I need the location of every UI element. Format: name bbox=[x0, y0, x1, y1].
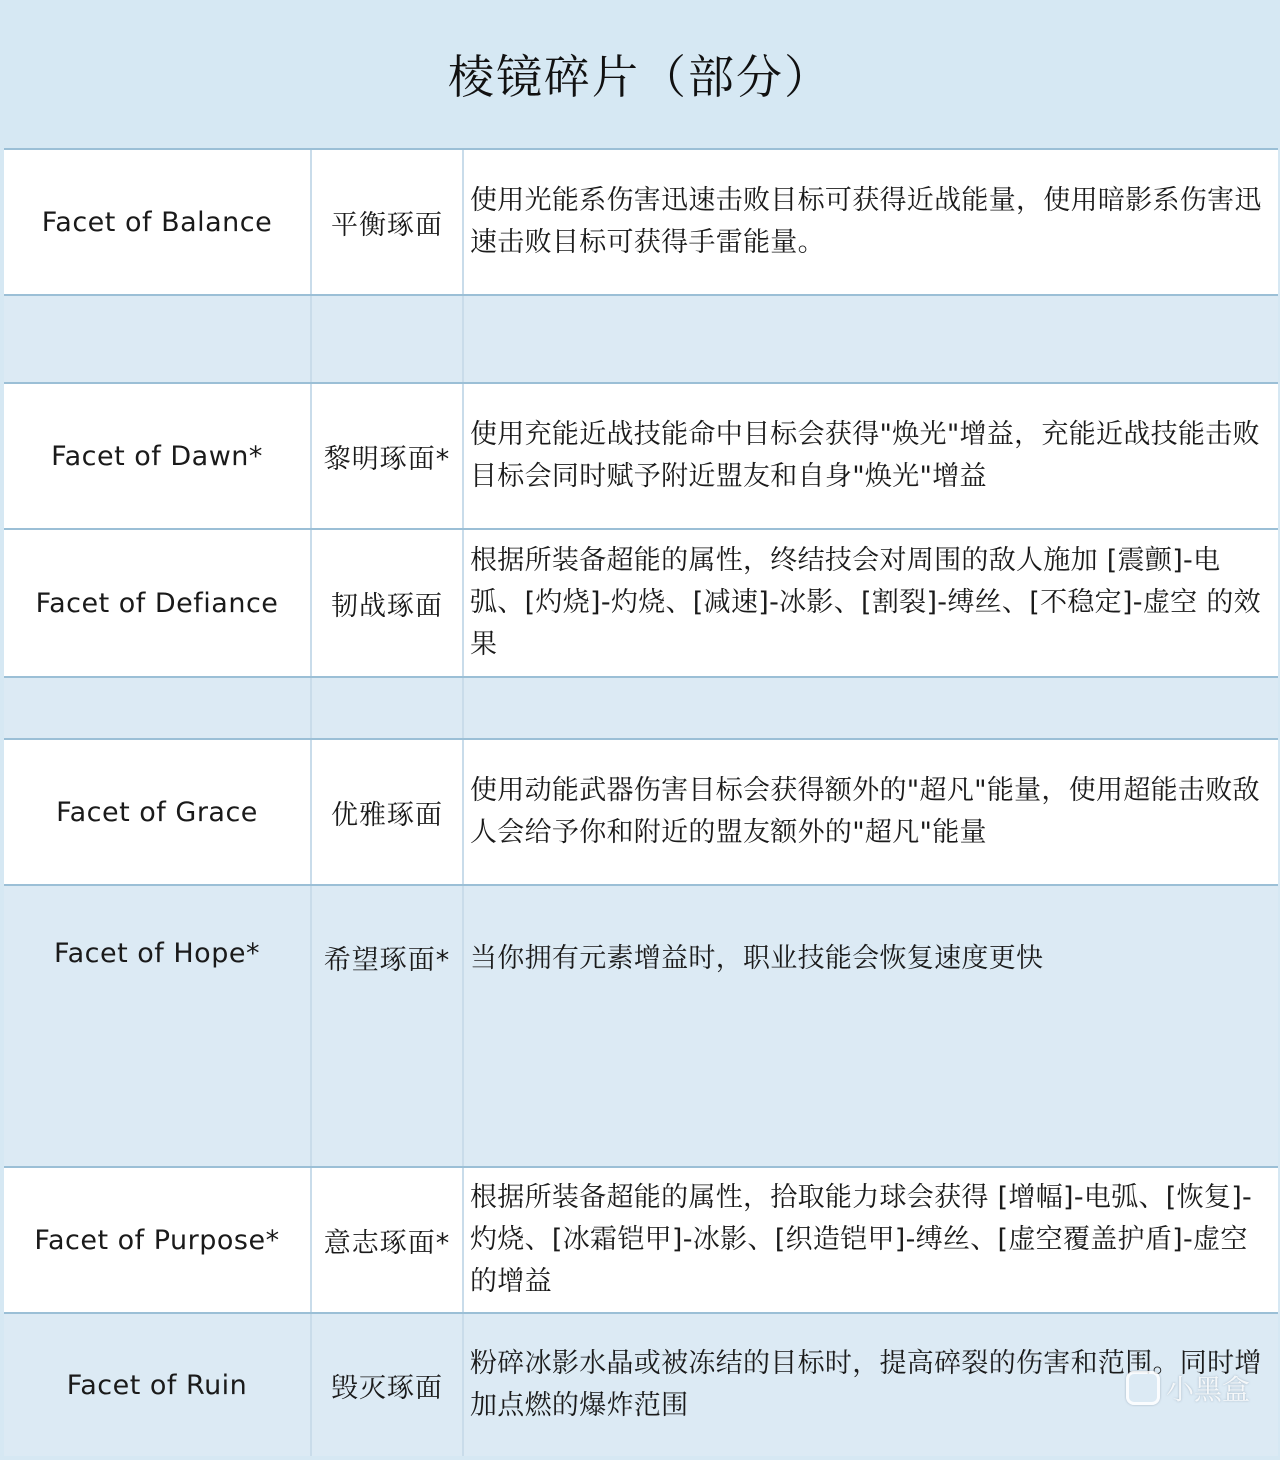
table-row bbox=[4, 150, 1278, 296]
empty-cell bbox=[464, 296, 1278, 382]
facet-description: 当你拥有元素增益时，职业技能会恢复速度更快 bbox=[470, 943, 1044, 974]
facet-name-zh: 意志琢面* bbox=[312, 1168, 464, 1312]
facet-name-en: Facet of Hope* bbox=[4, 886, 312, 1166]
table-row bbox=[4, 1314, 1278, 1456]
facet-description: 根据所装备超能的属性，拾取能力球会获得 [增幅]-电弧、[恢复]-灼烧、[冰霜铠甲]-冰影、[织造铠甲]-缚丝、[虚空覆盖护盾]-虚空 的增益 bbox=[470, 1182, 1253, 1297]
facet-description: 根据所装备超能的属性，终结技会对周围的敌人施加 [震颤]-电弧、[灼烧]-灼烧、[减速]-冰影、[割裂]-缚丝、[不稳定]-虚空 的效果 bbox=[470, 545, 1261, 660]
facet-name-zh: 黎明琢面* bbox=[312, 384, 464, 528]
table-row bbox=[4, 1168, 1278, 1314]
facet-description: 粉碎冰影水晶或被冻结的目标时，提高碎裂的伤害和范围。同时增加点燃的爆炸范围 bbox=[470, 1348, 1262, 1421]
facet-name-zh: 韧战琢面 bbox=[312, 530, 464, 676]
facet-name-en: Facet of Defiance bbox=[4, 530, 312, 676]
facet-name-en: Facet of Dawn* bbox=[4, 384, 312, 528]
empty-cell bbox=[312, 296, 464, 382]
facet-name-en: Facet of Balance bbox=[4, 150, 312, 294]
page-title: 棱镜碎片（部分） bbox=[448, 50, 832, 104]
table-row bbox=[4, 530, 1278, 678]
facet-name-en: Facet of Purpose* bbox=[4, 1168, 312, 1312]
facet-name-en: Facet of Grace bbox=[4, 740, 312, 884]
empty-cell bbox=[312, 678, 464, 738]
facet-name-zh: 希望琢面* bbox=[312, 886, 464, 1166]
spacer-row bbox=[4, 678, 1278, 740]
empty-cell bbox=[4, 296, 312, 382]
empty-cell bbox=[464, 678, 1278, 738]
facet-name-zh: 毁灭琢面 bbox=[312, 1314, 464, 1456]
table-row bbox=[4, 886, 1278, 1168]
facet-name-zh: 优雅琢面 bbox=[312, 740, 464, 884]
empty-cell bbox=[4, 678, 312, 738]
table-row bbox=[4, 384, 1278, 530]
table-row bbox=[4, 740, 1278, 886]
heybox-logo-icon bbox=[1126, 1371, 1160, 1405]
facet-description: 使用光能系伤害迅速击败目标可获得近战能量，使用暗影系伤害迅速击败目标可获得手雷能量。 bbox=[470, 185, 1262, 258]
facets-table bbox=[4, 148, 1278, 1456]
watermark bbox=[1126, 1368, 1250, 1408]
facet-name-zh: 平衡琢面 bbox=[312, 150, 464, 294]
facet-description: 使用充能近战技能命中目标会获得"焕光"增益，充能近战技能击败目标会同时赋予附近盟友和自身"焕光"增益 bbox=[470, 419, 1260, 492]
spacer-row bbox=[4, 296, 1278, 384]
watermark-text: 小黑盒 bbox=[1165, 1373, 1250, 1406]
facet-name-en: Facet of Ruin bbox=[4, 1314, 312, 1456]
facet-description: 使用动能武器伤害目标会获得额外的"超凡"能量，使用超能击败敌人会给予你和附近的盟友额外的"超凡"能量 bbox=[470, 775, 1260, 848]
